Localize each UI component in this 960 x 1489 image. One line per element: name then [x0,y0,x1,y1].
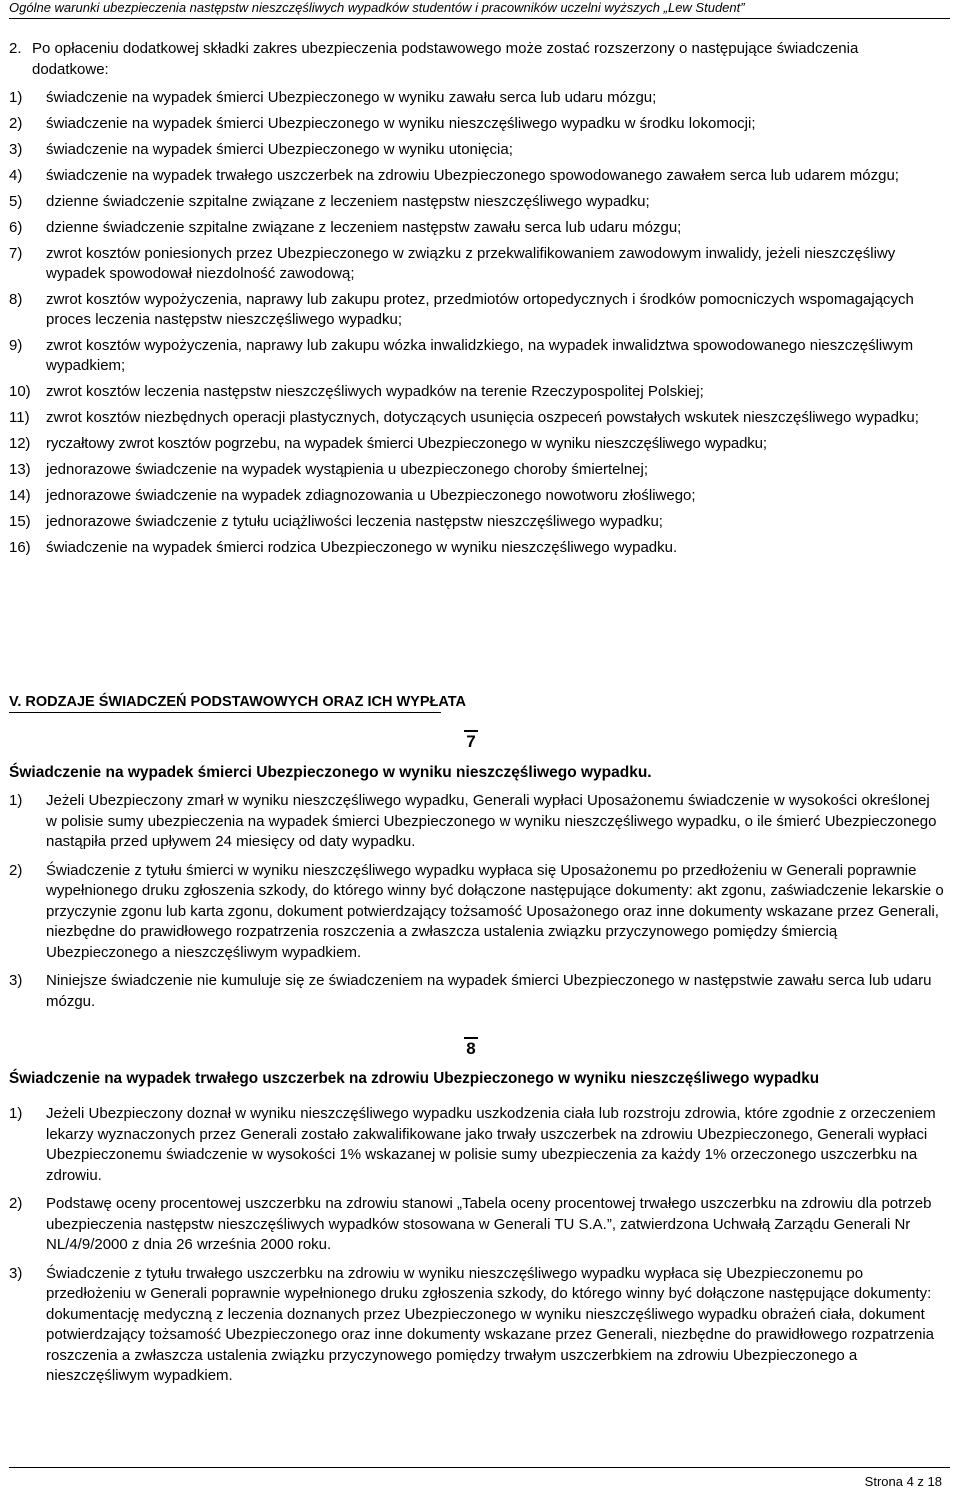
item-text: jednorazowe świadczenie na wypadek zdiagnozowania u Ubezpieczonego nowotworu złośliwego; [46,487,696,504]
item-text: Świadczenie z tytułu trwałego uszczerbku na zdrowiu w wyniku nieszczęśliwego wypadku wypłaca się Ubezpieczonemu po przedłożeniu w Generali poprawnie wypełnionego druku zgłoszenia szkody, do którego winny być dołączone następujące dokumenty: dokumentację medyczną z leczenia doznanych przez Ubezpieczonego w wyniku nieszczęśliwego wypadku obrażeń ciała, dokument potwierdzający tożsamość Ubezpieczonego oraz inne dokumenty wskazane przez Generali, niezbędne do prawidłowego rozpatrzenia roszczenia a zwłaszcza ustalenia związku przyczynowego pomiędzy trwałym uszczerbkiem na zdrowiu Ubezpieczonego a nieszczęśliwym wypadkiem. [46,1264,934,1384]
item-number: 2) [9,1195,23,1212]
item-text: świadczenie na wypadek śmierci Ubezpieczonego w wyniku nieszczęśliwego wypadku w środku lokomocji; [46,115,756,132]
item-text: świadczenie na wypadek śmierci rodzica Ubezpieczonego w wyniku nieszczęśliwego wypadku. [46,539,678,556]
item-number: 11) [9,409,30,426]
paragraph-7-list [9,791,944,1020]
item-text: dzienne świadczenie szpitalne związane z leczeniem następstw nieszczęśliwego wypadku; [46,193,650,210]
item-number: 5) [9,193,23,210]
item-number: 12) [9,435,31,452]
header-title: Ogólne warunki ubezpieczenia następstw nieszczęśliwych wypadków studentów i pracowników uczelni wyższych „Lew Student” [9,0,745,15]
list-item [9,460,944,480]
item-number: 15) [9,513,31,530]
list-item [9,1194,944,1256]
intro-number: 2. [9,40,22,57]
list-item [9,434,944,454]
paragraph-mark-8 [464,1037,478,1059]
list-item [9,114,944,134]
list-item [9,192,944,212]
list-item [9,971,944,1012]
item-text: zwrot kosztów wypożyczenia, naprawy lub zakupu wózka inwalidzkiego, na wypadek inwalidztwa spowodowanego nieszczęśliwym wypadkiem; [46,337,914,374]
item-text: Niniejsze świadczenie nie kumuluje się ze świadczeniem na wypadek śmierci Ubezpieczonego w następstwie zawału serca lub udaru mózgu. [46,972,932,1010]
list-item [9,336,944,376]
item-text: Podstawę oceny procentowej uszczerbku na zdrowiu stanowi „Tabela oceny procentowej trwałego uszczerbku na zdrowiu dla potrzeb ubezpieczenia następstw nieszczęśliwych wypadków stosowana w Generali TU S.A.”, zatwierdzona Uchwałą Zarządu Generali Nr NL/4/9/2000 z dnia 26 września 2000 roku. [46,1195,932,1253]
item-number: 13) [9,461,31,478]
item-text: świadczenie na wypadek śmierci Ubezpieczonego w wyniku utonięcia; [46,141,513,158]
item-text: świadczenie na wypadek trwałego uszczerbek na zdrowiu Ubezpieczonego spowodowanego zawałem serca lub udarem mózgu; [46,167,899,184]
list-item [9,290,944,330]
item-number: 3) [9,972,23,989]
list-item [9,861,944,964]
additional-benefits-list [9,88,944,564]
section-heading [9,694,466,713]
item-number: 16) [9,539,31,556]
item-text: zwrot kosztów leczenia następstw nieszczęśliwych wypadków na terenie Rzeczypospolitej Polskiej; [46,383,704,400]
item-number: 3) [9,1264,23,1282]
list-item [9,166,944,186]
list-item [9,218,944,238]
item-text: Świadczenie z tytułu śmierci w wyniku nieszczęśliwego wypadku wypłaca się Uposażonemu po przedłożeniu w Generali poprawnie wypełnionego druku zgłoszenia szkody, do którego winny być dołączone następujące dokumenty: akt zgonu, zaświadczenie lekarskie o przyczynie zgonu lub karta zgonu, dokument potwierdzający tożsamość Uposażonego oraz inne dokumenty wskazane przez Generali, niezbędne do prawidłowego rozpatrzenia roszczenia a zwłaszcza ustalenia związku przyczynowego pomiędzy śmiercią Ubezpieczonego a nieszczęśliwym wypadkiem. [46,861,944,961]
list-item [9,140,944,160]
list-item [9,1264,944,1387]
paragraph-mark-7 [464,730,478,752]
item-number: 1) [9,1105,23,1122]
item-text: Jeżeli Ubezpieczony doznał w wyniku nieszczęśliwego wypadku uszkodzenia ciała lub rozstroju zdrowia, które zgodnie z orzeczeniem lekarzy wyznaczonych przez Generali zostało zakwalifikowane jako trwały uszczerbek na zdrowiu Ubezpieczonego, Generali wypłaci Ubezpieczonemu świadczenie w wysokości 1% wskazanej w polisie sumy ubezpieczenia za każdy 1% orzeczonego uszczerbku na zdrowiu. [46,1105,936,1184]
item-number: 8) [9,291,23,308]
item-text: dzienne świadczenie szpitalne związane z leczeniem następstw zawału serca lub udaru mózgu; [46,219,682,236]
item-number: 9) [9,337,23,354]
item-number: 2) [9,115,23,132]
list-item [9,382,944,402]
list-item [9,408,944,428]
item-text: zwrot kosztów poniesionych przez Ubezpieczonego w związku z przekwalifikowaniem zawodowym inwalidy, jeżeli nieszczęśliwy wypadek spowodował niezdolność zawodową; [46,245,896,282]
list-item [9,512,944,532]
item-text: jednorazowe świadczenie z tytułu uciążliwości leczenia następstw nieszczęśliwego wypadku; [46,513,663,530]
intro-paragraph [9,38,939,80]
list-item [9,88,944,108]
section-title-text: RODZAJE ŚWIADCZEŃ PODSTAWOWYCH ORAZ ICH WYPŁATA [25,694,467,710]
intro-text: Po opłaceniu dodatkowej składki zakres ubezpieczenia podstawowego może zostać rozszerzony o następujące świadczenia dodatkowe: [32,40,859,78]
paragraph-number: 8 [466,1039,476,1058]
list-item [9,486,944,506]
list-item [9,244,944,284]
page-number: Strona 4 z 18 [864,1474,942,1489]
item-number: 4) [9,167,23,184]
item-number: 3) [9,141,23,158]
paragraph-8-heading: Świadczenie na wypadek trwałego uszczerbek na zdrowiu Ubezpieczonego w wyniku nieszczęśliwego wypadku [9,1070,820,1087]
section-underline [9,712,441,713]
paragraph-7-heading: Świadczenie na wypadek śmierci Ubezpieczonego w wyniku nieszczęśliwego wypadku. [9,764,652,781]
list-item [9,791,944,853]
paragraph-8-list [9,1104,944,1395]
item-number: 7) [9,245,23,262]
item-number: 2) [9,861,23,879]
item-text: ryczałtowy zwrot kosztów pogrzebu, na wypadek śmierci Ubezpieczonego w wyniku nieszczęśliwego wypadku; [46,435,767,452]
running-header [9,0,950,19]
section-roman: V. [9,694,22,710]
item-text: zwrot kosztów wypożyczenia, naprawy lub zakupu protez, przedmiotów ortopedycznych i środków pomocniczych wspomagających proces leczenia następstw nieszczęśliwego wypadku; [46,291,914,328]
item-number: 10) [9,383,31,400]
item-number: 1) [9,792,23,809]
item-text: jednorazowe świadczenie na wypadek wystąpienia u ubezpieczonego choroby śmiertelnej; [46,461,649,478]
item-text: świadczenie na wypadek śmierci Ubezpieczonego w wyniku zawału serca lub udaru mózgu; [46,89,657,106]
list-item [9,538,944,558]
item-text: zwrot kosztów niezbędnych operacji plastycznych, dotyczących usunięcia oszpeceń powstałych wskutek nieszczęśliwego wypadku; [46,409,919,426]
page-footer [9,1467,950,1489]
item-number: 6) [9,219,23,236]
item-text: Jeżeli Ubezpieczony zmarł w wyniku nieszczęśliwego wypadku, Generali wypłaci Uposażonemu świadczenie w wysokości określonej w polisie sumy ubezpieczenia na wypadek śmierci Ubezpieczonego w wyniku nieszczęśliwego wypadku, o ile śmierć Ubezpieczonego nastąpiła przed upływem 24 miesięcy od daty wypadku. [46,792,937,850]
list-item [9,1104,944,1186]
paragraph-number: 7 [466,732,476,751]
item-number: 14) [9,487,31,504]
item-number: 1) [9,89,23,106]
